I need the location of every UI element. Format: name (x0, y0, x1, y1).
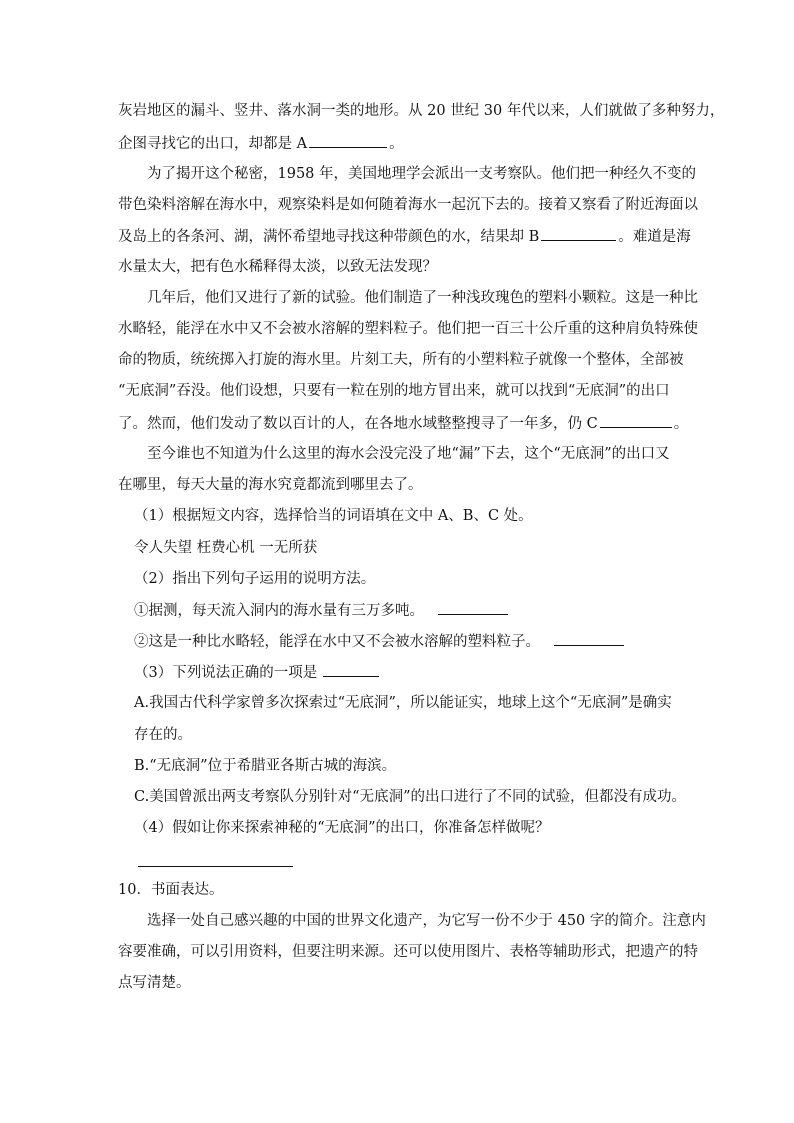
paragraph-line (0, 475, 794, 495)
answer-blank (438, 600, 508, 615)
question-2 (0, 569, 794, 589)
text: 容要准确，可以引用资料，但要注明来源。还可以使用图片、表格等辅助形式，把遗产的特 (118, 944, 698, 960)
paragraph-line (0, 413, 794, 433)
question-3-option-a-cont (0, 725, 794, 745)
blank-a (309, 133, 387, 148)
paragraph-line (0, 942, 794, 962)
text: 。 (673, 416, 689, 432)
question-2-item-b (0, 631, 794, 651)
paragraph-line (0, 257, 794, 277)
text: “无底洞”吞没。他们设想，只要有一粒在别的地方冒出来，就可以找到“无底洞”的出口 (118, 383, 670, 399)
paragraph-line (0, 444, 794, 464)
paragraph-line (0, 973, 794, 993)
paragraph-line (0, 133, 794, 153)
question-2-item-a (0, 600, 794, 620)
text: 及岛上的各条河、湖，满怀希望地寻找这种带颜色的水，结果却 B (118, 229, 540, 245)
text: C.美国曾派出两支考察队分别针对“无底洞”的出口进行了不同的试验，但都没有成功。 (134, 789, 687, 805)
text: 水量太大，把有色水稀释得太淡，以致无法发现？ (118, 259, 437, 275)
text: 命的物质，统统掷入打旋的海水里。片刻工夫，所有的小塑料粒子就像一个整体，全部被 (118, 352, 684, 368)
answer-blank (554, 631, 624, 646)
text: 至今谁也不知道为什么这里的海水会没完没了地“漏”下去，这个“无底洞”的出口又 (147, 446, 670, 462)
text: 了。然而，他们发动了数以百计的人，在各地水域整整搜寻了一年多，仍 C (118, 416, 598, 432)
question-3-option-a (0, 693, 794, 713)
text: 水略轻，能浮在水中又不会被水溶解的塑料粒子。他们把一百三十公斤重的这种肩负特殊使 (118, 321, 698, 337)
paragraph-line (0, 350, 794, 370)
text: 为了揭开这个秘密，1958 年，美国地理学会派出一支考察队。他们把一种经久不变的 (147, 166, 697, 182)
section-10-title (0, 880, 794, 900)
paragraph-line (0, 381, 794, 401)
paragraph-line (0, 195, 794, 215)
text: B.“无底洞”位于希腊亚各斯古城的海滨。 (134, 758, 397, 774)
answer-line (138, 866, 293, 867)
question-3 (0, 662, 794, 682)
text: （2）指出下列句子运用的说明方法。 (134, 571, 376, 587)
text: 几年后，他们又进行了新的试验。他们制造了一种浅玫瑰色的塑料小颗粒。这是一种比 (147, 290, 698, 306)
blank-c (600, 413, 672, 428)
paragraph-line (0, 101, 794, 121)
paragraph-line (0, 319, 794, 339)
question-1 (0, 506, 794, 526)
text: 存在的。 (134, 727, 192, 743)
text: 企图寻找它的出口，却都是 A (118, 136, 308, 152)
text: 选择一处自己感兴趣的中国的世界文化遗产，为它写一份不少于 450 字的简介。注意内 (147, 913, 706, 929)
question-3-option-c (0, 787, 794, 807)
text: （4）假如让你来探索神秘的“无底洞”的出口，你准备怎样做呢？ (134, 820, 550, 836)
text: A.我国古代科学家曾多次探索过“无底洞”，所以能证实，地球上这个“无底洞”是确实 (134, 695, 672, 711)
text: 灰岩地区的漏斗、竖井、落水洞一类的地形。从 20 世纪 30 年代以来，人们就做了多种努力， (118, 103, 725, 119)
paragraph-line (0, 911, 794, 931)
text: 。难道是海 (618, 229, 691, 245)
text: （1）根据短文内容，选择恰当的词语填在文中 A、B、C 处。 (134, 508, 533, 524)
text: （3）下列说法正确的一项是 (134, 665, 318, 681)
text: 。 (389, 136, 404, 152)
paragraph-line (0, 226, 794, 246)
question-1-options (0, 538, 794, 558)
question-4 (0, 818, 794, 838)
text: ②这是一种比水略轻，能浮在水中又不会被水溶解的塑料粒子。 (134, 634, 540, 650)
text: 令人失望 枉费心机 一无所获 (134, 540, 318, 556)
text: 点写清楚。 (118, 975, 191, 991)
blank-b (541, 226, 616, 241)
text: 带色染料溶解在海水中，观察染料是如何随着海水一起沉下去的。接着又察看了附近海面以 (118, 197, 698, 213)
paragraph-line (0, 164, 794, 184)
text: 10．书面表达。 (118, 882, 224, 898)
text: ①据测，每天流入洞内的海水量有三万多吨。 (134, 603, 424, 619)
paragraph-line (0, 288, 794, 308)
question-3-option-b (0, 756, 794, 776)
answer-blank (323, 662, 379, 677)
text: 在哪里，每天大量的海水究竟都流到哪里去了。 (118, 477, 423, 493)
